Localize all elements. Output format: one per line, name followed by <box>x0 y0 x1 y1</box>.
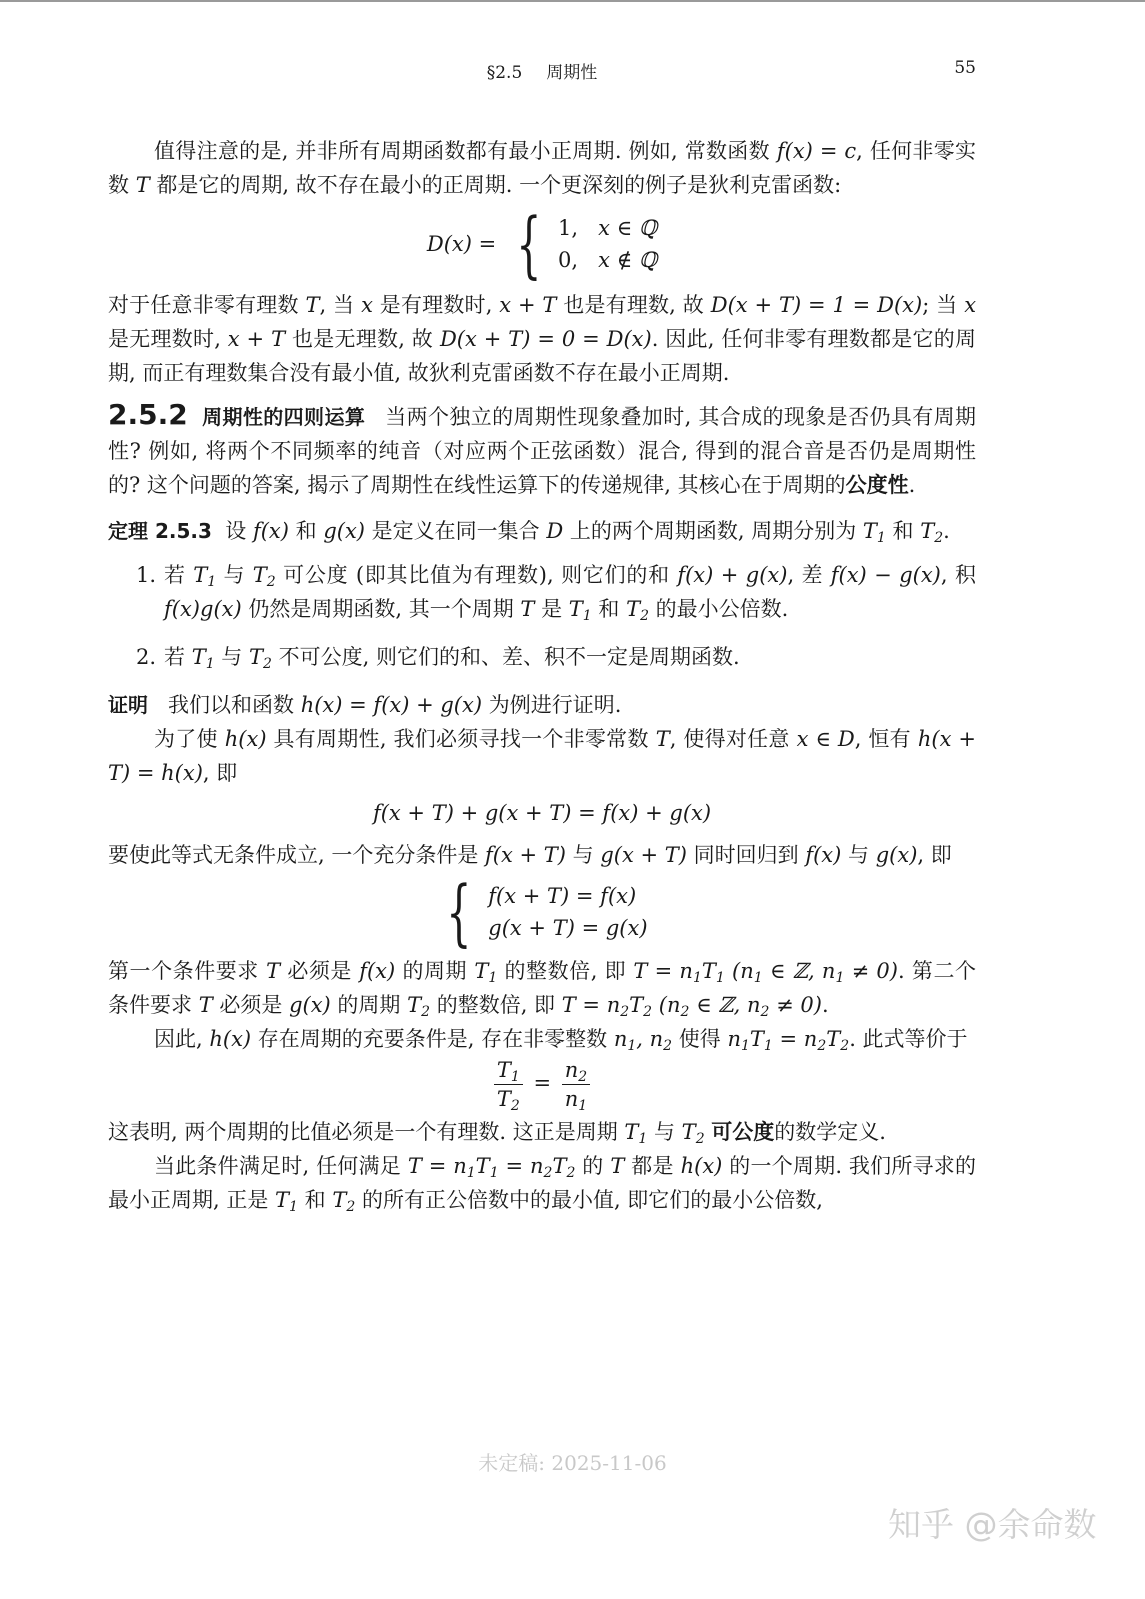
top-border <box>0 0 1145 2</box>
header-section <box>108 58 976 83</box>
paragraph-intro: 值得注意的是, 并非所有周期函数都有最小正周期. 例如, 常数函数 f(x) = c, 任何非零实数 T 都是它的周期, 故不存在最小的正周期. 一个更深刻的例子是狄利克雷函数: <box>108 139 976 197</box>
fraction-left: $\frac{T_1}{T_2}$ <box>494 1058 523 1111</box>
section-symbol: §2.5 <box>486 63 523 83</box>
proof-label: 证明 <box>108 693 148 717</box>
dirichlet-equation: D(x) = { 1, x ∈ ℚ 0, x ∉ ℚ <box>426 202 658 286</box>
fraction-right: $\frac{n_2}{n_1}$ <box>562 1058 590 1111</box>
theorem-2-5-3: 定理 2.5.3 设 f(x) 和 g(x) 是定义在同一集合 D 上的两个周期函数, 周期分别为 $T_1$ 和 $T_2$. 1. 若 $T_1$ 与 $T_2$ 可公度 (即其比值为有理数), 则它们的和 f(x) + g(x), 差 f(x) − g(x), 积 f(x)g(x) 仍然是周期函数, 其一个周期 T 是 $T_1$ 和 $T_2$ 的最小公倍数. 2. 若 $T_1$ 与 $T_2$ 不可公度, 则它们的和、差、积不一定是周期函数. <box>108 519 976 672</box>
header-title: 周期性 <box>546 63 598 83</box>
page-number: 55 <box>954 58 976 78</box>
paragraph-dirichlet-explanation: 对于任意非零有理数 T, 当 x 是有理数时, x + T 也是有理数, 故 D(x + T) = 1 = D(x); 当 x 是无理数时, x + T 也是无理数, 故 D(x + T) = 0 = D(x). 因此, 任何非零有理数都是它的周期, 而正有理数集合没有最小值, 故狄利克雷函数不存在最小正周期. <box>108 293 977 385</box>
section-title: 周期性的四则运算 <box>201 405 366 429</box>
equation-ratio: $\frac{T_1}{T_2}$ = $\frac{n_2}{n_1}$ <box>108 1058 976 1111</box>
paragraph-proof-2: 要使此等式无条件成立, 一个充分条件是 f(x + T) 与 g(x + T) 同时回归到 f(x) 与 g(x), 即 <box>108 843 952 867</box>
section-number: 2.5.2 <box>108 398 188 431</box>
zhihu-watermark: 知乎 @余命数 <box>888 1505 1097 1544</box>
equation-system: { f(x + T) = f(x) g(x + T) = g(x) <box>446 870 648 954</box>
paragraph-proof-4: 因此, h(x) 存在周期的充要条件是, 存在非零整数 $n_1$, $n_2$ 使得 $n_1T_1 = n_2T_2$. 此式等价于 <box>154 1027 968 1054</box>
theorem-items <box>108 558 976 674</box>
page-body <box>108 134 976 1217</box>
paragraph-proof-1: 为了使 h(x) 具有周期性, 我们必须寻找一个非零常数 T, 使得对任意 x ∈ D, 恒有 h(x + T) = h(x), 即 <box>108 727 976 785</box>
paragraph-proof-6: 当此条件满足时, 任何满足 $T = n_1T_1 = n_2T_2$ 的 T 都是 h(x) 的一个周期. 我们所寻求的最小正周期, 正是 $T_1$ 和 $T_2$ 的所有正公倍数中的最小值, 即它们的最小公倍数, <box>108 1154 976 1215</box>
section-2-5-2: 2.5.2 周期性的四则运算 当两个独立的周期性现象叠加时, 其合成的现象是否仍具有周期性? 例如, 将两个不同频率的纯音（对应两个正弦函数）混合, 得到的混合音是否仍是周期性的? 这个问题的答案, 揭示了周期性在线性运算下的传递规律, 其核心在于周期的公度性. <box>108 398 976 497</box>
paragraph-proof-5: 这表明, 两个周期的比值必须是一个有理数. 这正是周期 $T_1$ 与 $T_2$ 可公度的数学定义. <box>108 1119 886 1147</box>
draft-footer: 未定稿: 2025-11-06 <box>478 1451 667 1475</box>
equation-sum: f(x + T) + g(x + T) = f(x) + g(x) <box>372 801 712 825</box>
paragraph-proof-3: 第一个条件要求 T 必须是 f(x) 的周期 $T_1$ 的整数倍, 即 $T = n_1T_1$ ($n_1$ ∈ ℤ, $n_1 \ne 0$). 第二个条件要求 T 必须是 g(x) 的周期 $T_2$ 的整数倍, 即 $T = n_2T_2$ ($n_2$ ∈ ℤ, $n_2 \ne 0$). <box>108 959 977 1020</box>
theorem-item-2: 2. 若 $T_1$ 与 $T_2$ 不可公度, 则它们的和、差、积不一定是周期函数. <box>136 645 740 672</box>
proof-start: 证明 我们以和函数 h(x) = f(x) + g(x) 为例进行证明. <box>108 693 622 717</box>
theorem-label: 定理 2.5.3 <box>108 519 212 543</box>
running-header <box>108 58 976 82</box>
theorem-item-1: 1. 若 $T_1$ 与 $T_2$ 可公度 (即其比值为有理数), 则它们的和 f(x) + g(x), 差 f(x) − g(x), 积 f(x)g(x) 仍然是周期函数, 其一个周期 T 是 $T_1$ 和 $T_2$ 的最小公倍数. <box>136 563 976 624</box>
